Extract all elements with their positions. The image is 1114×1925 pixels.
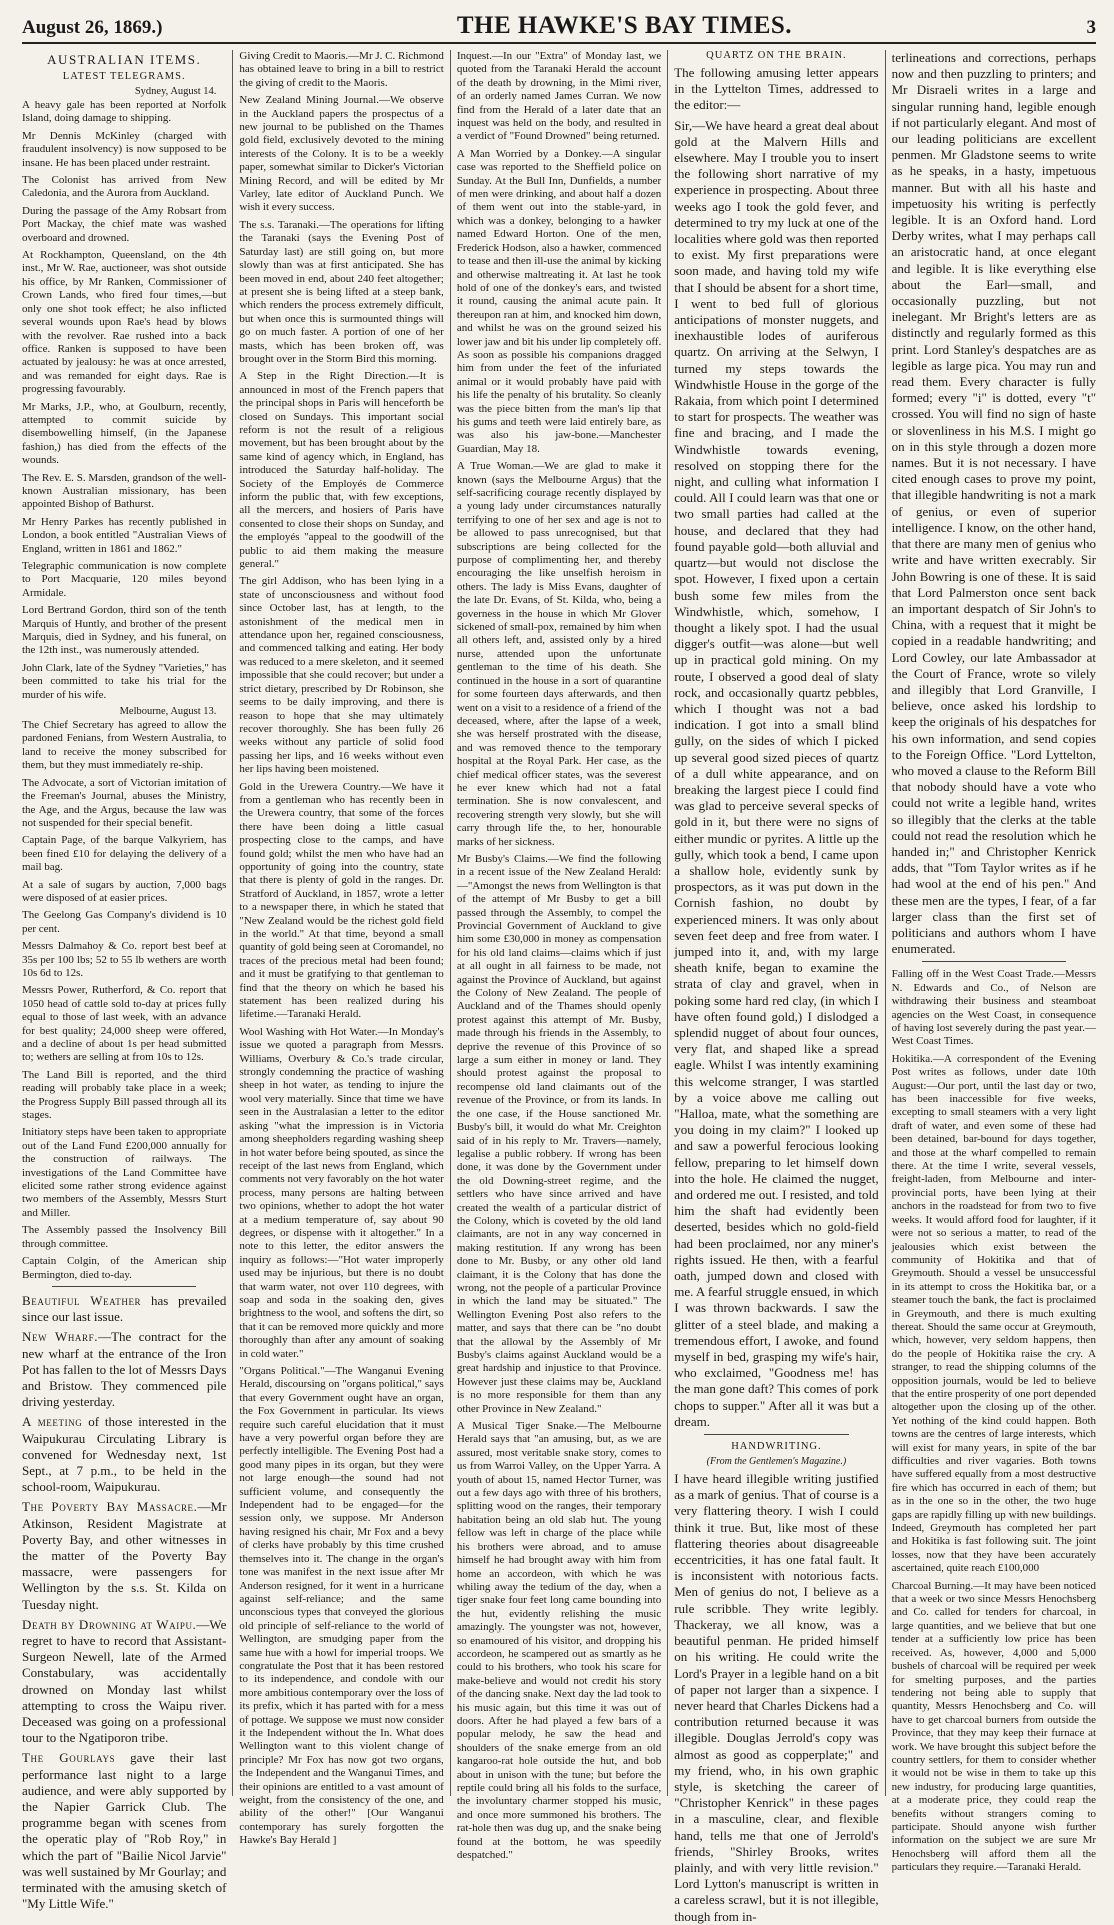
article-paragraph: During the passage of the Amy Robsart from Port Mackay, the chief mate was washed overboard and drowned. [22,204,227,244]
article-paragraph: I have heard illegible writing justified as a mark of genius. That of course is a very flattering theory. I wish I could think it true. But, like most of these flattering theories about disagreeable eccentricities, it has one fatal fault. It is inconsistent with notorious facts. Men of genius do not, I believe as a rule scribble. They write legibly. Thackeray, we all know, was a beautiful penman. He prided himself on his writing. He could write the Lord's Prayer in a legible hand on a bit of paper not larger than a sixpence. I never heard that Charles Dickens had a contribution returned because it was illegible. Douglas Jerrold's copy was almost as good as copperplate;" and my friend, who, in his own graphic style, is sketching the career of "Christopher Kenrick" in these pages in a masculine, clear, and flexible hand, tells me that one of Jerrold's friends, "Shirley Brooks, writes plainly, and with very little revision." Lord Lytton's manuscript is written in a careless scrawl, but it is not illegible, though from in- [674,1471,879,1924]
article-paragraph: The Land Bill is reported, and the third reading will probably take place in a week; the Progress Supply Bill passed through all its stages. [22,1068,227,1122]
article-title: HANDWRITING. [731,1441,822,1453]
article-paragraph: A Man Worried by a Donkey.—A singular case was reported to the Sheffield police on Sunday. At the Bull Inn, Dunfields, a number of men were drinking, and about half a dozen of them went out into the stable-yard, in which was a donkey, belonging to a hawker named Edward Horton. One of the men, Frederick Hodson, also a hawker, commenced to tease and then ill-use the animal by kicking and otherwise maltreating it. At last he took hold of one of the donkey's ears, and twisted it round, causing the animal acute pain. It thereupon ran at him, and knocked him down, and whilst he was on the ground seized his lower jaw and bit his under lip completely off. As soon as possible his companions dragged him from under the feet of the infuriated animal or it would probably have paid with his life the penalty of his brutality. So cleanly was the piece bitten from the man's lip that his gums and teeth were laid entirely bare, as was also his jaw-bone.—Manchester Guardian, May 18. [456,147,662,455]
article-paragraph: At Rockhampton, Queensland, on the 4th inst., Mr W. Rae, auctioneer, was shot outside his office, by Mr Ranken, Commissioner of Crown Lands, who fired four times,—but only one shot took effect; he also inflicted several wounds upon Rae's head by blows with the revolver. Rae rushed into a back office. Ranken is supposed to have been actuated by jealousy: he was at once arrested, and was remanded for eight days. Rae is progressing favourably. [22,249,227,396]
article-paragraph: Captain Colgin, of the American ship Bermington, died to-day. [22,1255,227,1281]
article-paragraph: The Chief Secretary has agreed to allow the pardoned Fenians, from Western Australia, to land to receive the money subscribed for them, but they must immediately re-ship. [22,719,227,772]
article-paragraph: Wool Washing with Hot Water.—In Monday's issue we quoted a paragraph from Messrs. Williams, Overbury & Co.'s trade circular, strongly condemning the practice of washing sheep in hot water, as tending to injure the wool very materially. Since that time we have seen in the Australasian a letter to the editor asking "what the impression is in Victoria among sheepholders regarding washing sheep in hot water before being spouted, as since the receipt of the last news from England, which comments not very favorably on the hot water process, many persons are halting between two opinions, whether to adopt the hot water at a medium temperature of, say about 90 degrees, or dispense with it altogether." In a note to this letter, the editor answers the inquiry as follows:—"Hot water improperly used may be injurious, but there is no doubt that warm water, not over 110 degrees, with soap and soda in the soaking den, gives brightness to the wool, and softens the dirt, so that it can be removed more quickly and more thoroughly than after any amount of soaking in cold water." [239,1025,444,1360]
item-text: —Mr Atkinson, Resident Magistrate at Poverty Bay, and other witnesses in the matter of the Poverty Bay massacre, were passengers for Wellington by the s.s. St. Kilda on Tuesday night. [22,1499,227,1612]
section-title: AUSTRALIAN ITEMS. [47,52,202,67]
article-paragraph: A True Woman.—We are glad to make it known (says the Melbourne Argus) that the self-sacrificing courage recently displayed by a young lady under circumstances naturally terrifying to one of her sex and age is not to be allowed to pass unrecognised, but that subscriptions are being collected for the purpose of complimenting her, and thereby encouraging the like unselfish heroism in others. The lady is Miss Evans, daughter of the late Dr. Evans, of St. Kilda, who, being a governess in the house in which Mr Glover sickened of small-pox, remained by him when all others left, and, assisted only by a hired nurse, attended upon the unfortunate gentleman to the time of his death. She continued in the house in a sort of quarantine for some fourteen days afterwards, and then went on a visit to a residence of a friend of the deceased, where, after the lapse of a week, she was herself prostrated with the disease, and was removed thence to the temporary hospital at the Royal Park. Her case, as the chief medical officer states, was the severest he ever knew which had not a fatal termination. She is now convalescent, and recovering strength very slowly, but she will carry through life the, to her, honourable marks of her sickness. [456,460,662,848]
article-paragraph: Charcoal Burning.—It may have been noticed that a week or two since Messrs Henochsberg and Co. called for tenders for charcoal, in large quantities, and we believe that but one tender at a sufficiently low price has been received. As, however, 4,000 and 5,000 bushels of charcoal will be required per week for smelting purposes, and the parties tendering not being able to supply that quantity, Messrs Henochsberg and Co. will have to get charcoal burners from outside the Province, that they may keep their furnace at work. We have brought this subject before the country settlers, for them to consider whether it would not be wise in them to take up this new industry, for producing large quantities, at a moderate price, they could reap the benefits without strangers coming to participate. Should anyone wish further information on the subject we are sure Mr Henochsberg will afford them all the particulars they require.—Taranaki Herald. [891,1579,1097,1874]
divider [52,1286,196,1287]
local-news-item [22,1499,226,1612]
dateline: Sydney, August 14. [134,86,217,97]
divider [704,1434,848,1435]
column-5 [885,50,1097,1874]
article-paragraph: The Geelong Gas Company's dividend is 10 per cent. [22,909,227,935]
article-source: (From the Gentlemen's Magazine.) [706,1456,847,1468]
article-paragraph: The s.s. Taranaki.—The operations for lifting the Taranaki (says the Evening Post of Saturday last) are still going on, but more slowly than was at first anticipated. She has been moved in end, about 240 feet altogether; at present she is being lifted at a steep bank, which renders the process extremely difficult, but when once this is surmounted things will go on much faster. A portion of one of her masts, which has been broken off, was brought over in the Storm Bird this morning. [239,218,444,365]
article-paragraph: Giving Credit to Maoris.—Mr J. C. Richmond has obtained leave to bring in a bill to restrict the giving of credit to the Maoris. [239,50,444,89]
local-news-item [22,1293,226,1325]
item-heading: The Gourlays [22,1750,116,1766]
article-paragraph: The Rev. E. S. Marsden, grandson of the well-known Australian missionary, has been appointed Bishop of Bathurst. [22,471,227,511]
item-text: —We regret to have to record that Assistant-Surgeon Newell, late of the Armed Constabulary, was accidentally drowned on Monday last whilst attempting to cross the Waipu river. Deceased was going on a professional tour to the Ngatiporon tribe. [22,1616,227,1746]
article-paragraph: Telegraphic communication is now complete to Port Macquarie, 120 miles beyond Armidale. [22,560,227,599]
article-paragraph: The Colonist has arrived from New Caledonia, and the Aurora from Auckland. [22,174,227,200]
dateline: Melbourne, August 13. [119,706,217,718]
page-number: 3 [1086,17,1096,38]
article-paragraph: Falling off in the West Coast Trade.—Messrs N. Edwards and Co., of Nelson are withdrawing their business and steamboat agencies on the West Coast, in consequence of having lost severely during the past year.—West Coast Times. [891,968,1097,1048]
article-paragraph: Inquest.—In our "Extra" of Monday last, we quoted from the Taranaki Herald the account of the death by drowning, in the Mimi river, of an orderly named James Curran. We now find from the Herald of a later date that an inquest was held on the body, and resulted in a verdict of "Found Drowned" being returned. [456,50,662,143]
item-heading: Beautiful Weather [22,1292,142,1308]
item-heading: New Wharf. [22,1329,99,1345]
local-news-item [22,1329,226,1410]
article-paragraph: Initiatory steps have been taken to appropriate out of the Land Fund £200,000 annually for the construction of railways. The investigations of the Land Committee have elicited some rather strong evidence against two members of the Assembly, Messrs Sturt and Miller. [22,1126,227,1219]
article-paragraph: The following amusing letter appears in the Lyttelton Times, addressed to the editor:— [674,65,879,113]
item-heading: Death by Drowning at Waipu. [22,1616,197,1632]
columns [22,50,1097,1924]
article-paragraph: A heavy gale has been reported at Norfolk Island, doing damage to shipping. [22,99,227,125]
article-paragraph: Mr Busby's Claims.—We find the following in a recent issue of the New Zealand Herald:—"Amongst the news from Wellington is that of the attempt of Mr Busby to get a bill passed through the Assembly, to compel the Provincial Government of Auckland to give him some £30,000 in money as compensation for his old land claims—claims which if just at all ought in all fairness to be made, not against the Province of Auckland, but against the Colony of New Zealand. The people of Auckland and of the Thames should openly protest against this attempt of Mr. Busby, made through his friends in the Assembly, to deprive the revenue of this Province of so large a sum either in money or land. They should protest against the proposal to recompense old land claimants out of the revenue of the Province, or from its lands. In the one case, if the House sanctioned Mr. Busby's bill, it would do what Mr. Creighton said of in his reply to Mr. Travers—namely, legalise a public robbery. If wrong has been done, it was done by the Government under the old Downing-street regime, and the settlers who have since arrived and have created the wealth of a particular district of the Colony, which is coveted by the old land claimants, are not in any way concerned in making restitution. If any wrong has been done to Mr. Busby, or any other old land claimant, it is the Colony that has done the wrong, not the people of a particular Province in which the land may be situated." The Wellington Evening Post also refers to the matter, and says that there can be "no doubt that the allowal by the Assembly of Mr Busby's claims against Auckland would be a great hardship and injustice to that Province. However just these claims may be, Auckland is no more responsible for them than any other Province in New Zealand." [456,852,662,1415]
masthead [22,12,1096,44]
item-text: of those interested in the Waipukurau Circulating Library is convened for Wednesday next, 1st Sept., at 7 p.m., to be held in the school-room, Waipukurau. [22,1414,227,1495]
local-news-item [22,1414,226,1495]
article-paragraph: The girl Addison, who has been lying in a state of unconsciousness and without food since October last, has at length, to the astonishment of the medical men in attendance upon her, regained consciousness, and commenced talking and eating. Her body was reduced to a mere skeleton, and it seemed impossible that she could recover; but under a strict dietary, prescribed by Dr Robinson, she seems to be daily improving, and there is reason to hope that she may ultimately recover thoroughly. She has been fully 26 weeks without any particle of solid food passing her lips, and 16 weeks without even her lips having been moistened. [239,575,444,776]
article-paragraph: Lord Bertrand Gordon, third son of the tenth Marquis of Huntly, and brother of the present Marquis, died in Sydney, and his funeral, on the 12th inst., was numerously attended. [22,604,227,657]
item-text: has prevailed since our last issue. [22,1292,227,1325]
article-paragraph: John Clark, late of the Sydney "Varieties," has been committed to take his trial for the murder of his wife. [22,661,227,701]
column-3 [450,50,667,1862]
article-paragraph: New Zealand Mining Journal.—We observe in the Auckland papers the prospectus of a new journal to be published on the Thames gold field, exclusively devoted to the mining interests of the Colony. It is to be a weekly paper, somewhat similar to Dicker's Victorian Mining Record, and will be edited by Mr Varley, late editor of Auckland Punch. We wish it every success. [239,94,444,214]
newspaper-title: THE HAWKE'S BAY TIMES. [456,12,793,39]
column-1 [22,50,232,1912]
article-paragraph: "Organs Political."—The Wanganui Evening Herald, discoursing on "organs political," says that every Government ought have an organ, the Fox Government in particular. Its views require such careful elucidation that it must have a very powerful organ before they are perfectly intelligible. The Evening Post had a good many pipes in its organ, but they were not large enough—the sound had not sufficient volume, and consequently the Independent had to be engaged—for the session only, we suppose. Mr Anderson having resigned his chair, Mr Fox and a bevy of clerks have probably by this time crushed themselves into it. The change in the organ's tone was manifest in the next issue after Mr Anderson resigned, for it went in a hurricane against self-reliance; and the same unconscious types that conveyed the glorious old principle of self-reliance to the world of Wellington, are smudging paper from the same hue with a howl for imperial troops. We congratulate the Post that it has been restored to its independence, and condole with our more ambitious contemporary over the loss of its prefix, which it has parted with for a mess of pottage. We suppose we must now consider it the Independent without the In. What does Wellington want to this violent change of principle? Mr Fox has now got two organs, the Independent and the Wanganui Times, and their opinions are entitled to a vast amount of weight, from the consistency of the one, and ability of the other!" [Our Wanganui contemporary has surely forgotten the Hawke's Bay Herald ] [239,1365,444,1847]
article-paragraph: Mr Dennis McKinley (charged with fraudulent insolvency) is now supposed to be insane. He has been placed under restraint. [22,129,227,169]
divider [922,961,1066,962]
article-paragraph: Gold in the Urewera Country.—We have it from a gentleman who has recently been in the Urewera country, that some of the forces there have been doing a little casual prospecting close to the camps, and have found gold; whilst the men who have had an opportunity of going into the country, state that there is plenty of gold in the ranges. Dr. Stratford of Auckland, in 1857, wrote a letter to a newspaper there, in which he stated that "New Zealand would be the richest gold field in the world." At that time, beyond a small quantity of gold being seen at Coromandel, no traces of the precious metal had been found; and it must be gratifying to that gentleman to find that the theory on which he based his statement has been realized during his lifetime.—Taranaki Herald. [239,780,444,1021]
issue-date: August 26, 1869.) [22,17,163,38]
article-paragraph: Captain Page, of the barque Valkyriem, has been fined £10 for delaying the delivery of a mail bag. [22,834,227,874]
article-paragraph: terlineations and corrections, perhaps now and then puzzling to printers; and Mr Disraeli writes in a large and singular running hand, legible enough if not particularly elegant. And most of our leading politicians are excellent penmen. Mr Gladstone seems to write as he speaks, in a hasty, impetuous manner. But with all his haste and impetuosity his writing is perfectly legible. It is an Oxford hand. Lord Derby writes, what I may perhaps call an aristocratic hand, at once elegant and legible. It is like everything else about the Earl—small, and occasionally puzzling, but not inelegant. Mr Bright's letters are as distinctly and regularly formed as this print. Lord Stanley's despatches are as legible as large pica. You may run and read them. Every character is fully formed; every "i" is dotted, every "t" crossed. You will find no sign of haste or slovenliness in his M.S. I might go on in this style through a dozen more names. But it is not necessary. I have cited enough cases to prove my point, that illegible handwriting is not a mark of genius, or even of superior intelligence. I know, on the other hand, that there are many men of genius who write and have written execrably. Sir John Bowring is one of these. It is said that Lord Palmerston once sent back an important despatch of Sir John's to China, with a request that it might be copied in a readable handwriting; and Lord Cowley, our late Ambassador at the Court of France, wrote so vilely and illegibly that Lord Granville, I believe, once asked his lordship to keep the originals of his despatches for his own information, and send copies to the Foreign Office. "Lord Lyttelton, who moved a clause to the Reform Bill that nobody should have a vote who could not write a legible hand, writes so illegibly that the clerks at the table could not read the resolution which he handed in;" and Christopher Kenrick adds, that "Tom Taylor writes as if he had wool at the end of his pen." And these men are the types, I fear, of a far larger class than the first set of politicians and authors whom I have enumerated. [891,50,1097,957]
article-paragraph: At a sale of sugars by auction, 7,000 bags were disposed of at easier prices. [22,878,227,904]
article-paragraph: Messrs Dalmahoy & Co. report best beef at 35s per 100 lbs; 52 to 55 lb wethers are worth 10s 6d to 12s. [22,940,227,979]
item-text: gave their last performance last night to a large audience, and were ably supported by the Napier Garrick Club. The programme began with scenes from the operatic play of "Rob Roy," in which the part of "Bailie Nicol Jarvie" was well sustained by Mr Gourlay; and terminated with the amusing sketch of "My Little Wife." [22,1750,227,1912]
local-news-item [22,1617,226,1747]
subsection-title: LATEST TELEGRAMS. [62,71,186,82]
article-paragraph: A Step in the Right Direction.—It is announced in most of the French papers that the principal shops in Paris will henceforth be closed on Sundays. This important social reform is not the result of a religious movement, but has been brought about by the same kind of agency which, in England, has introduced the Saturday half-holiday. The Society of the Employés de Commerce inform the public that, with few exceptions, all the mercers, and hosiers of Paris have consented to close their shops on Sunday, and the employés "appeal to the goodwill of the public to aid them making the measure general." [239,370,444,571]
column-4 [667,50,884,1924]
item-heading: The Poverty Bay Massacre. [22,1499,198,1515]
article-paragraph: A Musical Tiger Snake.—The Melbourne Herald says that "an amusing, but, as we are assured, most veritable snake story, comes to us from Warroi Valley, on the Upper Yarra. A youth of about 15, named Hector Turner, was out a few days ago with three of his brothers, splitting wood on the ranges, their temporary habitation being an old slab hut. The young fellow was left in charge of the place while his brothers were abroad, and to amuse himself he had brought away with him from home an accordeon, with which he was whiling away the tedium of the day, when a tiger snake four feet long came bounding into the hut, evidently relishing the music amazingly. The youngster was not, however, so enamoured of his visitor, and dropping his accordeon, he scampered out as smartly as he could to his brothers, who took his scare for make-believe and would not credit his story of the dancing snake. Next day the lad took to his music again, but this time it was out of doors. After he had played a few bars of a popular melody, he saw the head and shoulders of the snake emerge from an old kangaroo-rat hole outside the hut, and bob about in unison with the tune; but before the reptile could bring all his folds to the surface, the involuntary charmer stopped his music, and once more summoned his brothers. The rat-hole then was dug up, and the snake being found at the bottom, he was speedily despatched." [456,1420,662,1862]
article-paragraph: Hokitika.—A correspondent of the Evening Post writes as follows, under date 10th August:—Our port, until the last day or two, has been inaccessible for five weeks, excepting to small steamers with a very light draft of water, and even some of these had been detained, bar-bound for days together, and those at the wharf compelled to remain there. At the time I write, several vessels, freight-laden, from Melbourne and inter-provincial ports, have been lying at their anchors in the roadstead for from two to five weeks. It would afford food for laughter, if it were not so serious a matter, to read of the jealousies which exist between the community of Hokitika and that of Greymouth. Should a vessel be unsuccessful in its attempt to cross the Hokitika bar, or a steamer touch the bank, the fact is proclaimed in Greymouth, and there is much exulting thereat. Should the same occur at Greymouth, which, however, very seldom happens, then do the people of Hokitika raise the cry. A stranger, to read the shipping columns of the opposition journals, would be led to believe that the entire prosperity of one port depended altogether upon the closing up of the other. Yet nothing of the kind could happen. Both towns are the centres of large interests, which will exist for many years, in spite of the bar difficulties and river vagaries. Both towns have suffered equally from a most destructive fire which has occurred in each of them; but as in the one so in the other, the two huge gaps are rapidly filling up with new buildings. Indeed, Greymouth has completed her part and Hokitika is fast following suit. The joint losses, now that they have been accurately ascertained, quite reach £100,000 [891,1052,1097,1575]
article-paragraph: Mr Marks, J.P., who, at Goulburn, recently, attempted to commit suicide by disembowelling himself, (in the Japanese fashion,) has died from the effects of the wounds. [22,400,227,467]
item-heading: A meeting [22,1414,83,1430]
article-paragraph: Mr Henry Parkes has recently published in London, a book entitled "Australian Views of England, written in 1861 and 1862." [22,515,227,555]
article-title: QUARTZ ON THE BRAIN. [706,50,847,61]
article-paragraph: Messrs Power, Rutherford, & Co. report that 1050 head of cattle sold to-day at prices fully equal to those of last week, with an advance for best quality; 24,000 sheep were offered, and a decline of about 1s per head submitted to; wethers are selling at from 10s to 12s. [22,984,227,1064]
local-news-item [22,1750,226,1912]
article-paragraph: The Advocate, a sort of Victorian imitation of the Freeman's Journal, abuses the Ministry, the Age, and the Argus, because the law was not suspended for their special benefit. [22,776,227,829]
item-text: —The contract for the new wharf at the entrance of the Iron Pot has fallen to the lot of Messrs Days and Bristow. They commenced pile driving yesterday. [22,1329,227,1410]
article-paragraph: Sir,—We have heard a great deal about gold at the Malvern Hills and elsewhere. May I trouble you to insert the following short narrative of my experience in prospecting. About three weeks ago I took the gold fever, and determined to try my luck at one of the localities where gold was then reported to exist. My first preparations were soon made, and having told my wife that I should be absent for a short time, I went to bed full of glorious anticipations of monster nuggets, and inexhaustible lodes of auriferous quartz. On arriving at the Selwyn, I turned my steps towards the Windwhistle House in the gorge of the Rakaia, from which point I determined to start for prospects. The weather was fine and bracing, and I made the Windwhistle towards evening, resolved on stopping there for the night, and culling what information I could. All I could learn was that one or two small parties had called at the house, and declared that they had found payable gold—both alluvial and quartz—but would not disclose the spot. However, I fixed upon a certain bush some few miles from the Windwhistle, which, somehow, I thought a likely spot. I had the usual digger's outfit—was alone—but well up in practical gold mining. On my route, I observed a good deal of slaty rock, and occasionally quartz pebbles, which I thought was not a bad indication. I got into a small blind gully, on the sides of which I picked up several good sized pieces of quartz of a dull white appearance, and on breaking the largest piece I could find was glad to perceive several specks of gold in it, but there were no signs of either mundic or pyrites. A little up the gully, which took a bend, I came upon a shallow hole, evidently sunk by prospectors, as it was put down in the Cornish fashion, no doubt by experienced miners. It was only about seven feet deep and free from water. I jumped into it, and, with my large sheath knife, began to examine the strata of clay and gravel, when in poking some hard red clay, (in which I have often found gold,) I dislodged a splendid nugget of about four ounces, very flat, and shaped like a spread eagle. Whilst I was intently examining this welcome stranger, I was startled by a voice above me calling out "Halloa, mate, what the something are you doing in my claim?" I looked up and saw a powerful ferocious looking fellow, preparing to let himself down into the hole. He claimed the nugget, and ordered me out. I resisted, and told him the shaft had evidently been deserted, besides which no gold-field had been proclaimed, nor any miner's rights issued. He then, with a fearful oath, jumped down and closed with me. A fearful struggle ensued, in which I was thrown backwards. I saw the glitter of a steel blade, and making a tremendous effort, I awoke, and found myself in bed, grasping my wife's hair, who exclaimed, "Goodness me! has the man gone daft? This comes of pork chops to supper." After all it was but a dream. [674,117,879,1429]
article-paragraph: The Assembly passed the Insolvency Bill through committee. [22,1224,227,1250]
column-2 [232,50,449,1847]
